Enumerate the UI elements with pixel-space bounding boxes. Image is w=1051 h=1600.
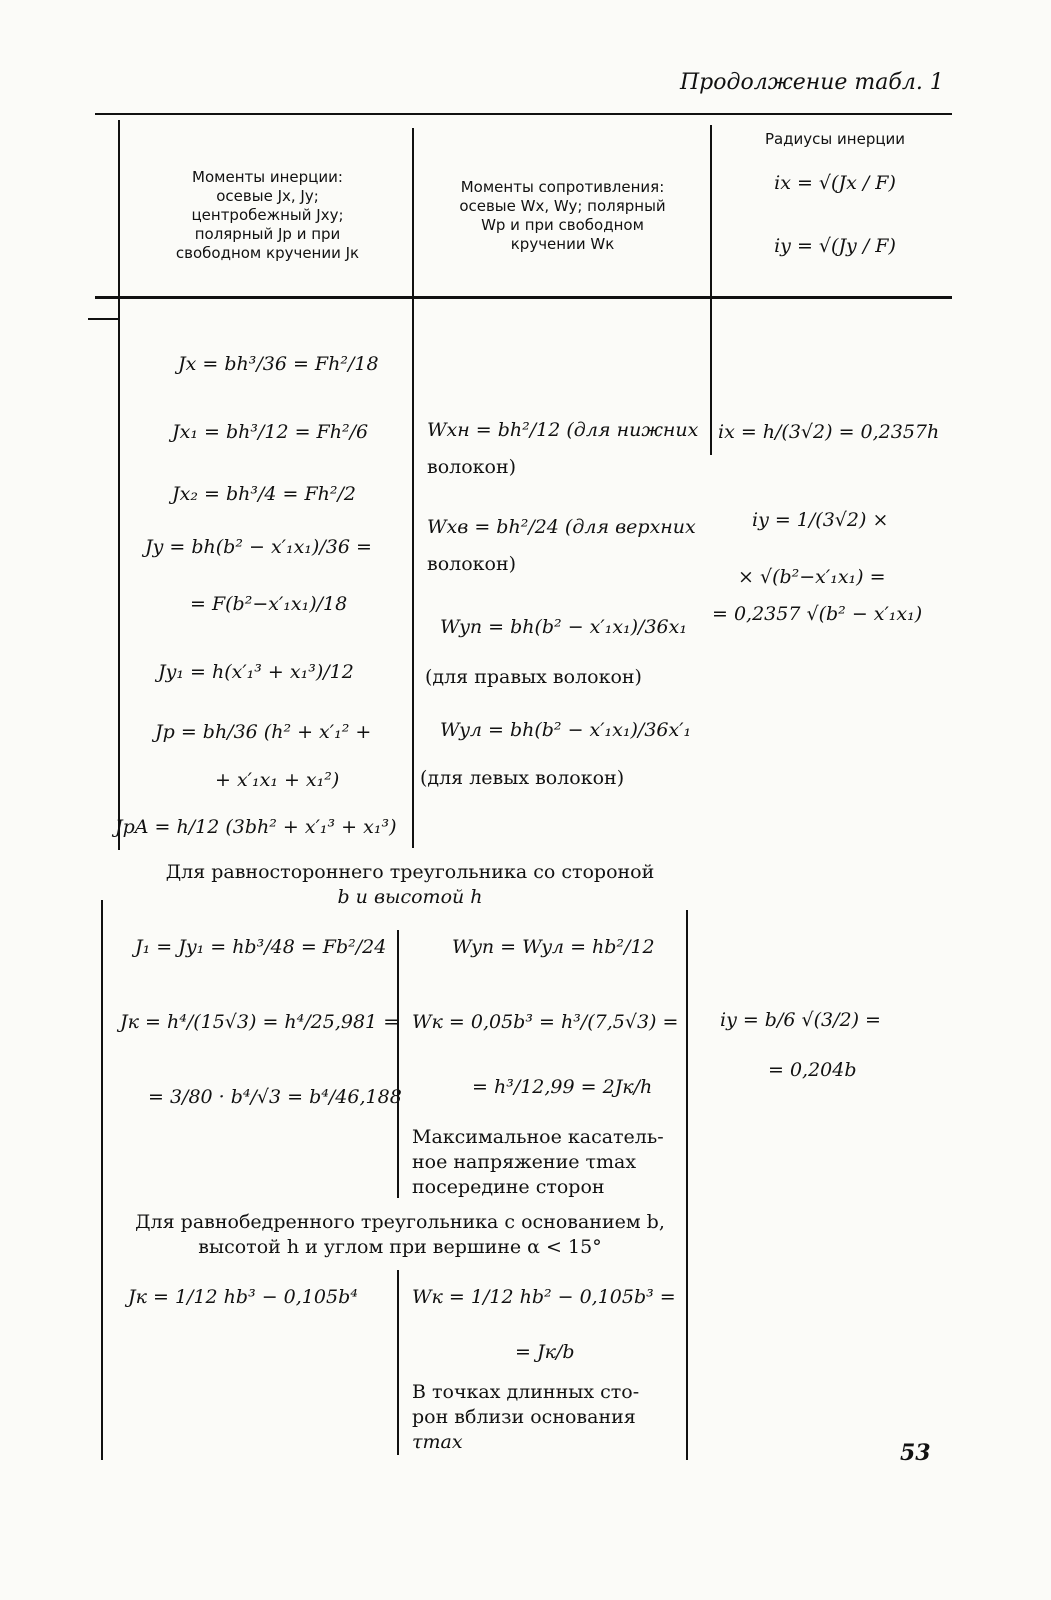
- section2-title: [110, 860, 710, 910]
- section3-title-line: Для равнобедренного треугольника с основанием b,: [135, 1211, 665, 1233]
- formula-wyp: Wyп = bh(b² − x′₁x₁)/36x₁: [440, 616, 687, 638]
- header-col2-line: кручении Wк: [510, 235, 615, 253]
- header-col2: [425, 178, 700, 254]
- formula-jx1: Jx₁ = bh³/12 = Fh²/6: [172, 421, 369, 443]
- section3-title: [100, 1210, 700, 1260]
- formula-wk-2: = h³/12,99 = 2Jк/h: [472, 1076, 653, 1098]
- formula-iy-3: = 0,2357 √(b² − x′₁x₁): [712, 603, 923, 625]
- formula-iy-equilateral-1: iy = b/6 √(3/2) =: [720, 1009, 881, 1031]
- formula-iy-equilateral-2: = 0,204b: [768, 1059, 857, 1081]
- header-underline: [88, 318, 118, 320]
- formula-ix: ix = h/(3√2) = 0,2357h: [718, 421, 940, 443]
- wxn-continuation: волокон): [427, 456, 517, 478]
- tau-note: [412, 1125, 692, 1200]
- wyp-note: (для правых волокон): [425, 666, 642, 688]
- header-bottom-rule: [95, 296, 952, 299]
- wxv-continuation: волокон): [427, 553, 517, 575]
- formula-jy-1: Jy = bh(b² − x′₁x₁)/36 =: [145, 536, 372, 558]
- left-rule-lower: [101, 900, 103, 1460]
- header-col1: [135, 168, 400, 263]
- header-ix-formula: ix = √(Jx / F): [774, 172, 896, 194]
- formula-w-equilateral: Wyп = Wyл = hb²/12: [452, 936, 655, 958]
- formula-wk-isosceles-2: = Jк/b: [515, 1341, 575, 1363]
- formula-jx2: Jx₂ = bh³/4 = Fh²/2: [172, 483, 356, 505]
- header-col1-line: Моменты инерции:: [192, 168, 343, 186]
- formula-iy-2: × √(b²−x′₁x₁) =: [738, 566, 886, 588]
- isosceles-note-line: τmax: [412, 1431, 463, 1453]
- formula-jy1: Jy₁ = h(x′₁³ + x₁³)/12: [158, 661, 354, 683]
- formula-jk-isosceles: Jк = 1/12 hb³ − 0,105b⁴: [128, 1286, 358, 1308]
- tau-note-line: посередине сторон: [412, 1176, 605, 1198]
- formula-jk-1: Jк = h⁴/(15√3) = h⁴/25,981 =: [120, 1011, 400, 1033]
- isosceles-note: [412, 1380, 692, 1455]
- page-number: 53: [900, 1440, 931, 1466]
- table-top-rule: [95, 113, 952, 115]
- continuation-label: Продолжение табл. 1: [680, 70, 944, 95]
- formula-wxv: Wxв = bh²/24 (для верхних: [427, 516, 696, 538]
- header-iy-formula: iy = √(Jy / F): [774, 235, 896, 257]
- formula-iy-1: iy = 1/(3√2) ×: [752, 509, 889, 531]
- tau-note-line: Максимальное касатель-: [412, 1126, 664, 1148]
- section3-title-line: высотой h и углом при вершине α < 15°: [198, 1236, 602, 1258]
- formula-jp-1: Jp = bh/36 (h² + x′₁² +: [155, 721, 372, 743]
- header-col1-line: осевые Jx, Jy;: [216, 187, 319, 205]
- wyl-note: (для левых волокон): [420, 767, 625, 789]
- header-col2-line: Wp и при свободном: [481, 216, 644, 234]
- header-col2-line: осевые Wx, Wy; полярный: [459, 197, 666, 215]
- header-col1-line: полярный Jp и при: [194, 225, 341, 243]
- section2-title-line: b и высотой h: [337, 886, 483, 908]
- mid-divider-sec3: [397, 1270, 399, 1455]
- header-col3: [720, 130, 950, 259]
- isosceles-note-line: В точках длинных сто-: [412, 1381, 640, 1403]
- formula-wyl: Wyл = bh(b² − x′₁x₁)/36x′₁: [440, 719, 692, 741]
- formula-jk-2: = 3/80 · b⁴/√3 = b⁴/46,188: [148, 1086, 402, 1108]
- isosceles-note-line: рон вблизи основания: [412, 1406, 636, 1428]
- formula-j-equilateral: J₁ = Jy₁ = hb³/48 = Fb²/24: [135, 936, 387, 958]
- section2-title-line: Для равностороннего треугольника со стороной: [165, 861, 655, 883]
- header-col1-line: центробежный Jxy;: [191, 206, 344, 224]
- header-col1-line: свободном кручении Jк: [175, 244, 360, 262]
- mid-divider-sec2: [397, 930, 399, 1198]
- formula-wk-isosceles-1: Wк = 1/12 hb² − 0,105b³ =: [412, 1286, 676, 1308]
- header-col3-title: Радиусы инерции: [764, 130, 906, 148]
- formula-wxn: Wxн = bh²/12 (для нижних: [427, 419, 699, 441]
- tau-note-line: ное напряжение τmax: [412, 1151, 637, 1173]
- formula-jpa: JpA = h/12 (3bh² + x′₁³ + x₁³): [115, 816, 397, 838]
- formula-jp-2: + x′₁x₁ + x₁²): [215, 769, 340, 791]
- left-rule: [118, 120, 120, 850]
- col-divider-1: [412, 128, 414, 848]
- formula-jx: Jx = bh³/36 = Fh²/18: [178, 353, 379, 375]
- formula-jy-2: = F(b²−x′₁x₁)/18: [190, 593, 348, 615]
- col-divider-2: [710, 125, 712, 455]
- formula-wk-1: Wк = 0,05b³ = h³/(7,5√3) =: [412, 1011, 679, 1033]
- header-col2-line: Моменты сопротивления:: [460, 178, 665, 196]
